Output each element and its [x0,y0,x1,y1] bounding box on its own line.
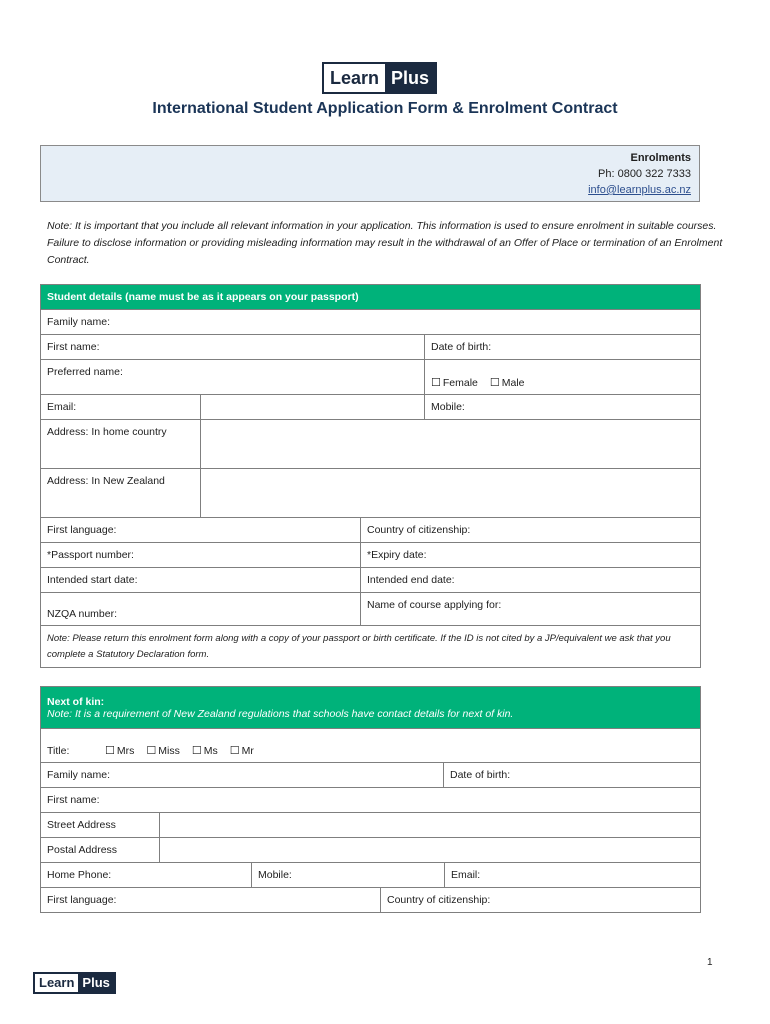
kin-family-name-field[interactable] [41,763,444,787]
kin-dob-field[interactable] [444,763,700,787]
logo-learn: Learn [324,64,385,92]
next-of-kin-section [40,686,701,913]
student-preferred-name-label: Preferred name: [47,366,123,378]
page-title: International Student Application Form & Enrolment Contract [152,100,618,117]
student-mobile-label: Mobile: [431,401,465,413]
expiry-date-label: *Expiry date: [367,549,427,561]
student-row-email [41,395,700,420]
student-details-section [40,284,701,668]
learnplus-logo-footer [33,972,116,994]
kin-email-field[interactable] [445,863,700,887]
student-row-language [41,518,700,543]
kin-mobile-field[interactable] [252,863,445,887]
student-footnote: Note: Please return this enrolment form along with a copy of your passport or birth certificate. If the ID is not cited by a JP/equivalent we ask that you complete a Statutory Declaration form. [47,633,671,660]
kin-row-first [41,788,700,813]
kin-row-family [41,763,700,788]
contact-title: Enrolments [630,152,691,164]
student-first-name-field[interactable] [41,335,425,359]
kin-dob-label: Date of birth: [450,769,511,781]
checkbox-icon: ☐ [146,745,157,757]
student-dob-label: Date of birth: [431,341,492,353]
student-row-footnote [41,626,700,668]
student-gender-group [425,360,700,394]
course-name-field[interactable] [361,593,700,625]
student-family-name-field[interactable] [41,310,700,334]
kin-row-street [41,813,700,838]
student-row-family [41,310,700,335]
student-details-header [41,285,700,310]
page-number: 1 [707,957,713,968]
logo-plus: Plus [385,64,435,92]
kin-street-label: Street Address [47,819,116,831]
kin-header-title: Next of kin: [47,695,105,708]
kin-title-group [41,728,700,762]
course-name-label: Name of course applying for: [367,599,502,611]
learnplus-logo [322,62,437,94]
checkbox-icon: ☐ [105,745,115,757]
kin-header [41,687,700,729]
address-home-fields [201,420,700,468]
title-mr-label: Mr [241,744,254,757]
intro-note: Note: It is important that you include all relevant information in your application. This information is used to ensure enrolment in suitable courses. Failure to disclose information or providing misleading information may result in the withdrawal of an Offer of Place or termination of an Enrolment Contract. [47,220,723,266]
address-home-label: Address: In home country [47,426,167,438]
student-email-label-cell [41,395,201,419]
nzqa-number-field[interactable] [41,593,361,625]
kin-home-phone-label: Home Phone: [47,869,112,881]
kin-first-language-label: First language: [47,894,117,906]
student-first-language-label: First language: [47,524,117,536]
student-first-name-label: First name: [47,341,100,353]
kin-citizenship-field[interactable] [381,888,700,912]
address-nz-fields [201,469,700,517]
kin-postal-field[interactable] [160,838,700,862]
title-mr-checkbox[interactable] [230,744,254,757]
student-row-first [41,335,700,360]
intended-end-label: Intended end date: [367,574,455,586]
intended-end-field[interactable] [361,568,700,592]
title-ms-label: Ms [203,744,218,757]
logo-learn: Learn [35,974,78,992]
intended-start-field[interactable] [41,568,361,592]
student-first-language-field[interactable] [41,518,361,542]
nzqa-number-label: NZQA number: [47,608,118,620]
title-miss-checkbox[interactable] [146,744,179,757]
kin-postal-label: Postal Address [47,844,118,856]
kin-row-postal [41,838,700,863]
gender-female-checkbox[interactable] [431,376,478,389]
kin-row-language [41,888,700,913]
passport-number-label: *Passport number: [47,549,134,561]
kin-first-language-field[interactable] [41,888,381,912]
student-family-name-label: Family name: [47,316,111,328]
kin-mobile-label: Mobile: [258,869,292,881]
student-citizenship-label: Country of citizenship: [367,524,471,536]
passport-number-field[interactable] [41,543,361,567]
gender-male-label: Male [501,376,525,389]
contact-phone: Ph: 0800 322 7333 [598,168,691,180]
kin-family-name-label: Family name: [47,769,111,781]
kin-citizenship-label: Country of citizenship: [387,894,491,906]
address-nz-label-cell [41,469,201,517]
kin-street-field[interactable] [160,813,700,837]
student-email-field[interactable] [201,395,425,419]
student-row-preferred [41,360,700,395]
logo-plus: Plus [78,974,113,992]
contact-box [40,145,700,202]
title-mrs-checkbox[interactable] [105,744,134,757]
kin-first-name-field[interactable] [41,788,700,812]
student-email-label: Email: [47,401,77,413]
checkbox-icon: ☐ [489,377,500,389]
title-miss-label: Miss [158,744,180,757]
student-row-address-nz [41,469,700,518]
kin-title-label: Title: [47,745,70,757]
expiry-date-field[interactable] [361,543,700,567]
student-row-nzqa [41,593,700,626]
student-row-passport [41,543,700,568]
student-citizenship-field[interactable] [361,518,700,542]
kin-row-phones [41,863,700,888]
kin-email-label: Email: [451,869,481,881]
gender-male-checkbox[interactable] [490,376,525,389]
kin-header-note: Note: It is a requirement of New Zealand regulations that schools have contact details for next of kin. [47,707,514,720]
kin-first-name-label: First name: [47,794,100,806]
student-mobile-field[interactable] [425,395,700,419]
student-preferred-name-field[interactable] [41,360,425,394]
gender-female-label: Female [442,376,478,389]
kin-row-title [41,729,700,763]
kin-street-label-cell [41,813,160,837]
address-home-label-cell [41,420,201,468]
student-details-header-text: Student details (name must be as it appears on your passport) [47,291,359,303]
student-row-dates [41,568,700,593]
contact-email-link[interactable]: info@learnplus.ac.nz [588,184,691,196]
kin-home-phone-field[interactable] [41,863,252,887]
title-mrs-label: Mrs [116,744,135,757]
intended-start-label: Intended start date: [47,574,138,586]
kin-postal-label-cell [41,838,160,862]
title-ms-checkbox[interactable] [192,744,218,757]
checkbox-icon: ☐ [431,377,441,389]
checkbox-icon: ☐ [229,745,240,757]
address-nz-label: Address: In New Zealand [47,475,165,487]
student-dob-field[interactable] [425,335,700,359]
student-row-address-home [41,420,700,469]
checkbox-icon: ☐ [191,745,202,757]
